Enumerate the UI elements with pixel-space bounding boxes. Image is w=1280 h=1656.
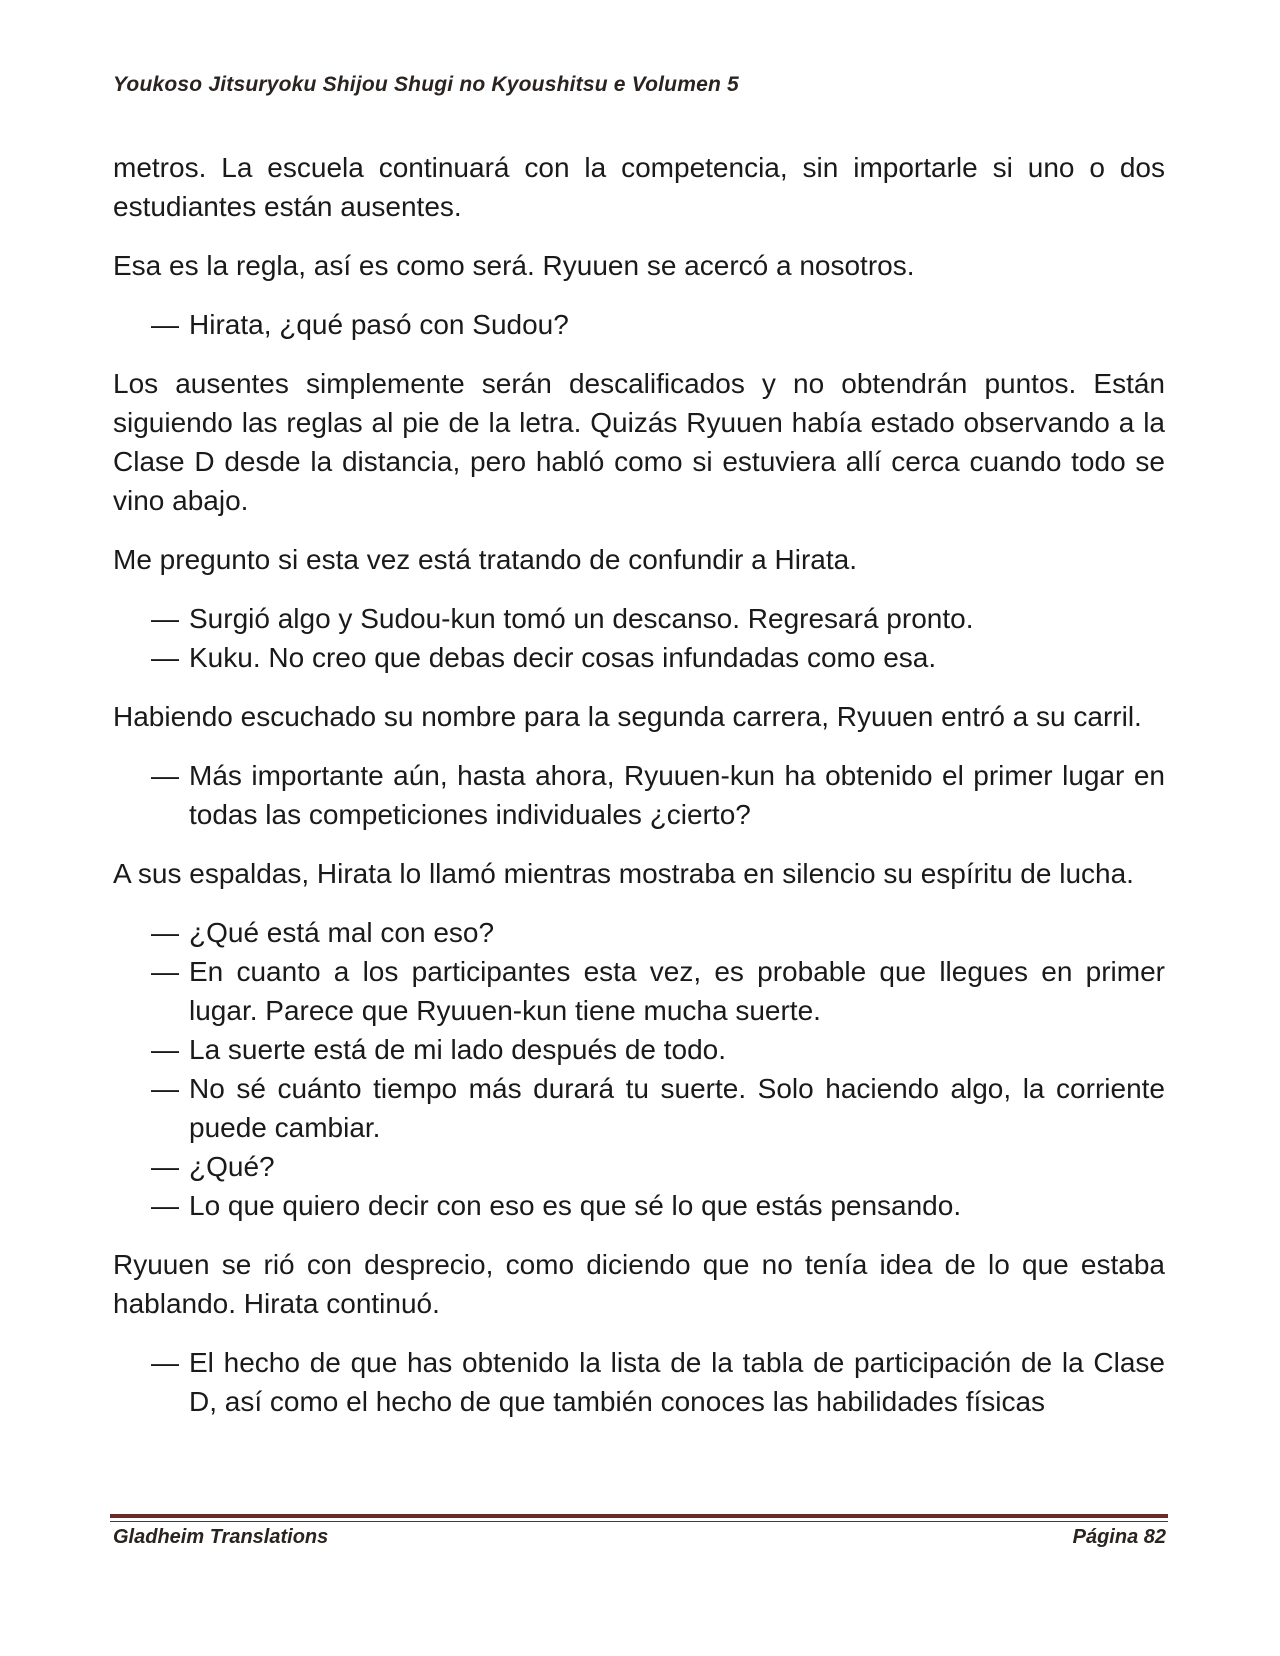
- dialog-text: Surgió algo y Sudou-kun tomó un descanso. Regresará pronto.: [189, 603, 974, 634]
- dialog-text: Hirata, ¿qué pasó con Sudou?: [189, 309, 569, 340]
- dialog-line: [113, 756, 1165, 834]
- page-header-title: Youkoso Jitsuryoku Shijou Shugi no Kyoushitsu e Volumen 5: [113, 73, 739, 96]
- dialog-dash: —: [151, 1034, 179, 1065]
- dialog-text: No sé cuánto tiempo más durará tu suerte. Solo haciendo algo, la corriente puede cambiar.: [189, 1073, 1165, 1143]
- paragraph: metros. La escuela continuará con la competencia, sin importarle si uno o dos estudiantes están ausentes.: [113, 152, 1165, 222]
- dialog-text: Más importante aún, hasta ahora, Ryuuen-kun ha obtenido el primer lugar en todas las competiciones individuales ¿cierto?: [189, 760, 1165, 830]
- dialog-group: [113, 756, 1165, 834]
- dialog-group: [113, 305, 1165, 344]
- dialog-dash: —: [151, 1190, 179, 1221]
- dialog-line: [113, 599, 1165, 638]
- dialog-text: La suerte está de mi lado después de todo.: [189, 1034, 727, 1065]
- dialog-text: En cuanto a los participantes esta vez, es probable que llegues en primer lugar. Parece que Ryuuen-kun tiene mucha suerte.: [189, 956, 1165, 1026]
- dialog-group: [113, 1343, 1165, 1421]
- dialog-line: [113, 305, 1165, 344]
- dialog-line: [113, 1069, 1165, 1147]
- paragraph: Ryuuen se rió con desprecio, como diciendo que no tenía idea de lo que estaba hablando. Hirata continuó.: [113, 1249, 1165, 1319]
- dialog-line: [113, 913, 1165, 952]
- paragraph: A sus espaldas, Hirata lo llamó mientras mostraba en silencio su espíritu de lucha.: [113, 858, 1134, 889]
- dialog-dash: —: [151, 642, 179, 673]
- dialog-text: Kuku. No creo que debas decir cosas infundadas como esa.: [189, 642, 937, 673]
- paragraph: Me pregunto si esta vez está tratando de confundir a Hirata.: [113, 544, 857, 575]
- dialog-group: [113, 913, 1165, 1225]
- dialog-line: [113, 1186, 1165, 1225]
- dialog-text: Lo que quiero decir con eso es que sé lo que estás pensando.: [189, 1190, 962, 1221]
- dialog-line: [113, 952, 1165, 1030]
- dialog-line: [113, 1030, 1165, 1069]
- dialog-line: [113, 638, 1165, 677]
- footer-rule-thin: [110, 1521, 1168, 1522]
- dialog-dash: —: [151, 956, 179, 987]
- paragraph: Habiendo escuchado su nombre para la segunda carrera, Ryuuen entró a su carril.: [113, 701, 1142, 732]
- dialog-dash: —: [151, 1347, 179, 1378]
- dialog-text: El hecho de que has obtenido la lista de la tabla de participación de la Clase D, así como el hecho de que también conoces las habilidades físicas: [189, 1347, 1165, 1417]
- footer-page-number: Página 82: [1072, 1526, 1166, 1548]
- footer-rule: [110, 1514, 1168, 1518]
- dialog-text: ¿Qué está mal con eso?: [189, 917, 495, 948]
- paragraph: Esa es la regla, así es como será. Ryuuen se acercó a nosotros.: [113, 250, 915, 281]
- footer-translator: Gladheim Translations: [113, 1526, 329, 1548]
- paragraph: Los ausentes simplemente serán descalificados y no obtendrán puntos. Están siguiendo las reglas al pie de la letra. Quizás Ryuuen había estado observando a la Clase D desde la distancia, pero habló como si estuviera allí cerca cuando todo se vino abajo.: [113, 368, 1165, 516]
- dialog-dash: —: [151, 309, 179, 340]
- dialog-line: [113, 1343, 1165, 1421]
- dialog-dash: —: [151, 760, 179, 791]
- dialog-line: [113, 1147, 1165, 1186]
- dialog-dash: —: [151, 1151, 179, 1182]
- dialog-dash: —: [151, 1073, 179, 1104]
- dialog-text: ¿Qué?: [189, 1151, 275, 1182]
- dialog-dash: —: [151, 917, 179, 948]
- dialog-dash: —: [151, 603, 179, 634]
- page-body: [113, 148, 1165, 1441]
- dialog-group: [113, 599, 1165, 677]
